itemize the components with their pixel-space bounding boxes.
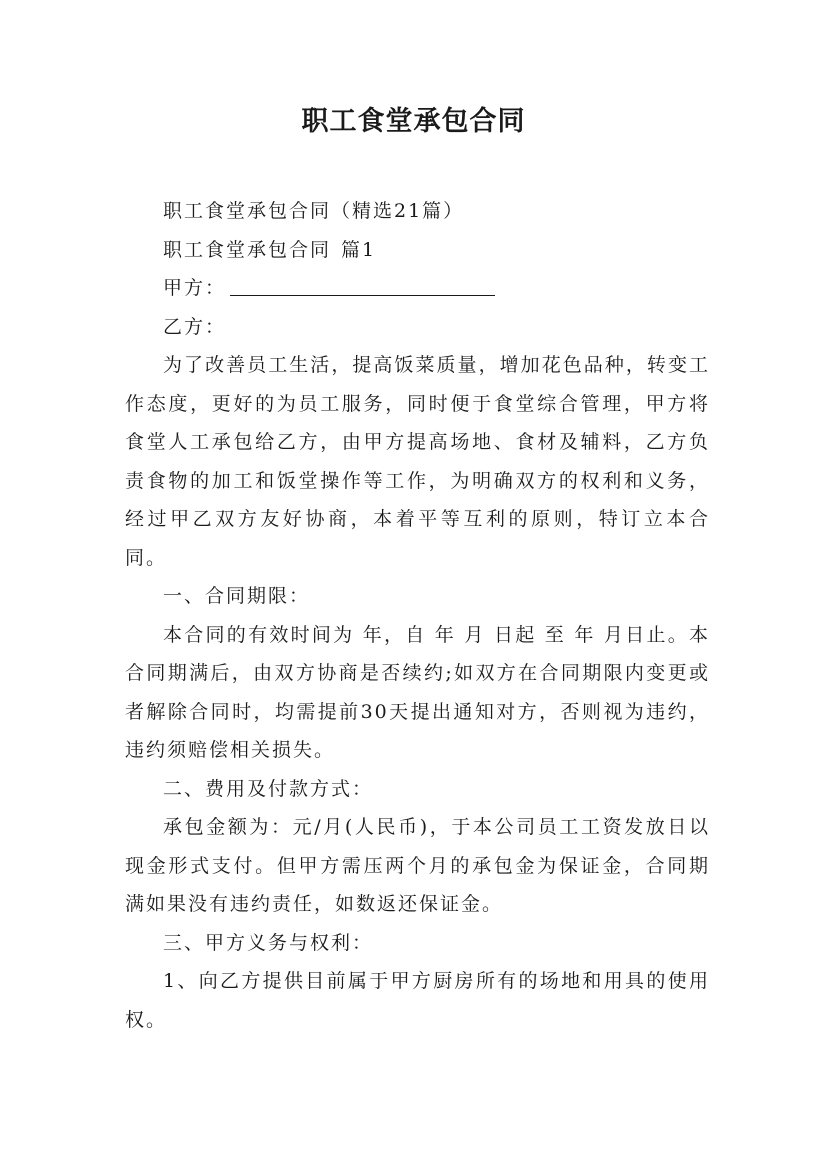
section-heading: 职工食堂承包合同	[163, 238, 332, 261]
document-body	[125, 192, 710, 1039]
party-b-label: 乙方：	[163, 315, 227, 338]
party-a-line	[125, 269, 710, 308]
heading-party-a-obligations: 三、甲方义务与权利：	[163, 931, 374, 954]
heading-contract-term: 一、合同期限：	[163, 585, 311, 607]
intro-paragraph: 为了改善员工生活，提高饭菜质量，增加花色品种，转变工作态度，更好的为员工服务，同时便于食堂综合管理，甲方将食堂人工承包给乙方，由甲方提高场地、食材及辅料，乙方负责食物的加工和饭堂操作等工作，为明确双方的权利和义务，经过甲乙双方友好协商，本着平等互利的原则，特订立本合同。	[125, 354, 710, 569]
party-a-label: 甲方：	[163, 277, 227, 299]
fee-paragraph: 承包金额为：元/月(人民币)，于本公司员工工资发放日以现金形式支付。但甲方需压两个月的承包金为保证金，合同期满如果没有违约责任，如数返还保证金。	[125, 816, 710, 915]
section-number: 篇1	[341, 238, 377, 261]
section-heading-line	[125, 231, 710, 270]
document-title: 职工食堂承包合同	[301, 106, 526, 137]
heading-fees-payment: 二、费用及付款方式：	[163, 777, 374, 800]
obligation-item-1: 1、向乙方提供目前属于甲方厨房所有的场地和用具的使用权。	[125, 970, 710, 1031]
document-subtitle: 职工食堂承包合同（精选21篇）	[163, 200, 465, 222]
term-paragraph: 本合同的有效时间为 年，自 年 月 日起 至 年 月日止。本合同期满后，由双方协商是否续约;如双方在合同期限内变更或者解除合同时，均需提前30天提出通知对方，否则视为违约，违约须赔偿相关损失。	[125, 623, 710, 761]
party-a-blank-line	[230, 273, 495, 296]
